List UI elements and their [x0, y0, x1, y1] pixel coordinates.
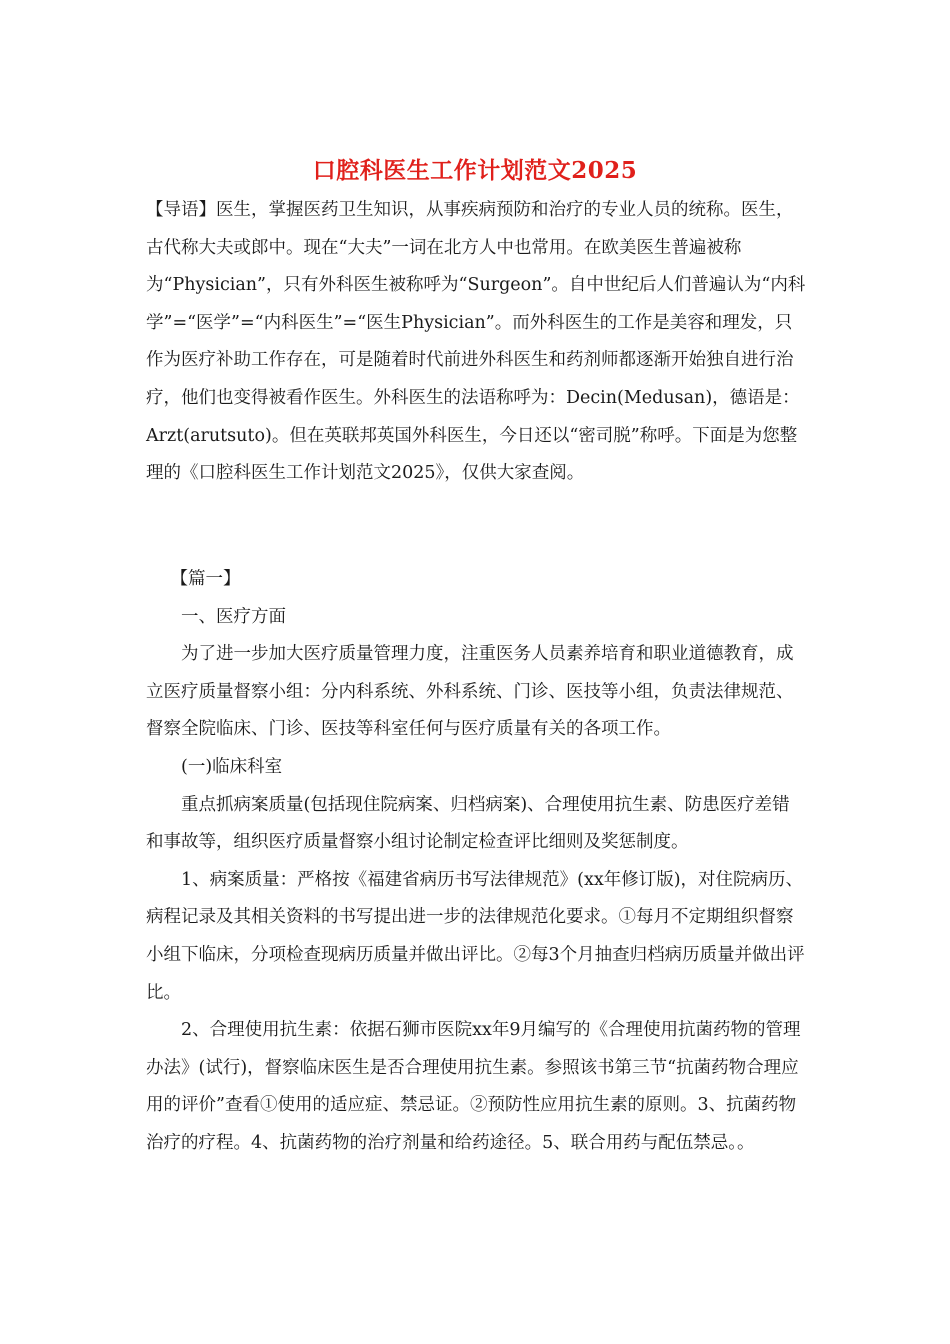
- paragraph-quality-management: 为了进一步加大医疗质量管理力度，注重医务人员素养培育和职业道德教育，成立医疗质量督察小组：分内科系统、外科系统、门诊、医技等小组，负责法律规范、督察全院临床、门诊、医技等科室任何与医疗质量有关的各项工作。: [146, 644, 794, 740]
- content-block: [146, 561, 806, 1163]
- document-title: 口腔科医生工作计划范文2025: [312, 157, 638, 184]
- paragraph-medical-records: 1、病案质量：严格按《福建省病历书写法律规范》(xx年修订版)，对住院病历、病程记录及其相关资料的书写提出进一步的法律规范化要求。①每月不定期组织督察小组下临床，分项检查现病历质量并做出评比。②每3个月抽查归档病历质量并做出评比。: [146, 869, 805, 1003]
- intro-block: [146, 192, 806, 493]
- section-label: 【篇一】: [170, 569, 241, 589]
- heading-medical: 一、医疗方面: [181, 606, 286, 627]
- paragraph-clinical-focus: 重点抓病案质量(包括现住院病案、归档病案)、合理使用抗生素、防患医疗差错和事故等，组织医疗质量督察小组讨论制定检查评比细则及奖惩制度。: [146, 794, 790, 853]
- intro-paragraph: 【导语】医生，掌握医药卫生知识，从事疾病预防和治疗的专业人员的统称。医生，古代称大夫或郎中。现在“大夫”一词在北方人中也常用。在欧美医生普遍被称为“Physician”，只有外科医生被称呼为“Surgeon”。自中世纪后人们普遍认为“内科学”=“医学”=“内科医生”=“医生Physician”。而外科医生的工作是美容和理发，只作为医疗补助工作存在，可是随着时代前进外科医生和药剂师都逐渐开始独自进行治疗，他们也变得被看作医生。外科医生的法语称呼为：Decin(Medusan)，德语是：Arzt(arutsuto)。但在英联邦英国外科医生，今日还以“密司脱”称呼。下面是为您整理的《口腔科医生工作计划范文2025》，仅供大家查阅。: [146, 200, 806, 484]
- subheading-clinical: (一)临床科室: [181, 756, 283, 777]
- paragraph-antibiotics: 2、合理使用抗生素：依据石狮市医院xx年9月编写的《合理使用抗菌药物的管理办法》(试行)，督察临床医生是否合理使用抗生素。参照该书第三节“抗菌药物合理应用的评价”查看①使用的适应症、禁忌证。②预防性应用抗生素的原则。3、抗菌药物治疗的疗程。4、抗菌药物的治疗剂量和给药途径。5、联合用药与配伍禁忌。。: [146, 1020, 801, 1153]
